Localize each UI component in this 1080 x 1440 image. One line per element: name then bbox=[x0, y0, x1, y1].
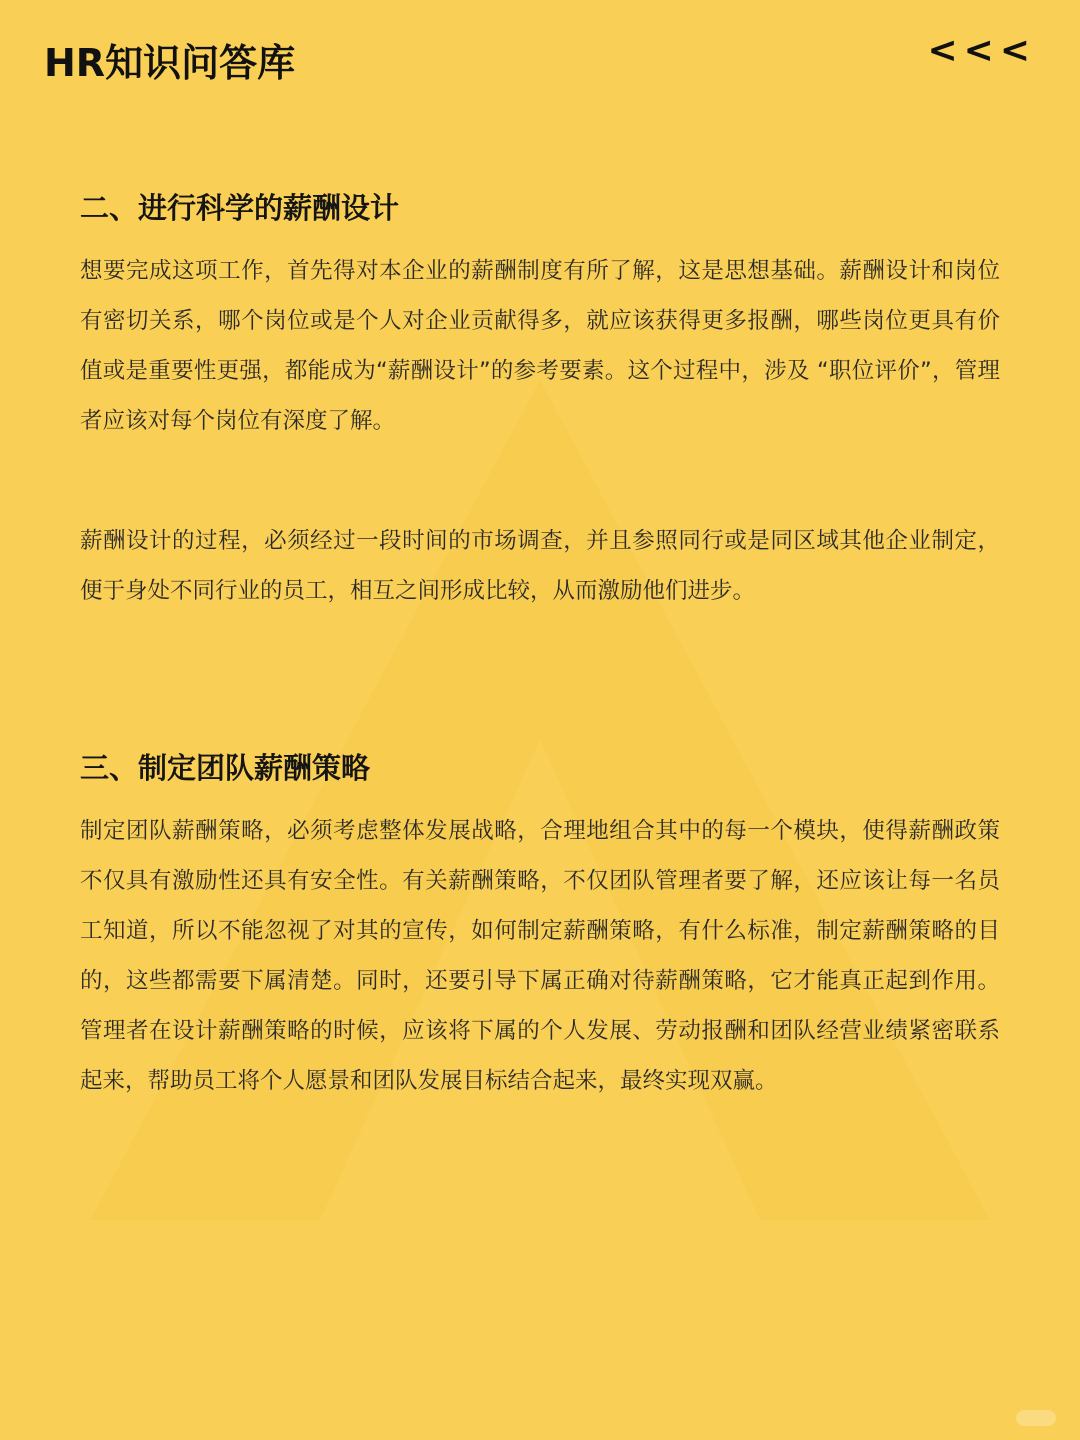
chevron-left-icon[interactable]: <<< bbox=[927, 30, 1036, 71]
paragraph: 制定团队薪酬策略，必须考虑整体发展战略，合理地组合其中的每一个模块，使得薪酬政策不仅具有激励性还具有安全性。有关薪酬策略，不仅团队管理者要了解，还应该让每一名员工知道，所以不能忽视了对其的宣传，如何制定薪酬策略，有什么标准，制定薪酬策略的目的，这些都需要下属清楚。同时，还要引导下属正确对待薪酬策略，它才能真正起到作用。管理者在设计薪酬策略的时候，应该将下属的个人发展、劳动报酬和团队经营业绩紧密联系起来，帮助员工将个人愿景和团队发展目标结合起来，最终实现双赢。 bbox=[80, 818, 1000, 1094]
corner-watermark bbox=[1016, 1410, 1056, 1426]
paragraph: 薪酬设计的过程，必须经过一段时间的市场调查，并且参照同行或是同区域其他企业制定，便于身处不同行业的员工，相互之间形成比较，从而激励他们进步。 bbox=[80, 528, 1000, 604]
brand-title: HR知识问答库 bbox=[44, 41, 296, 85]
header bbox=[44, 30, 1036, 86]
section-title-2: 二、进行科学的薪酬设计 bbox=[80, 191, 400, 225]
paragraph: 想要完成这项工作，首先得对本企业的薪酬制度有所了解，这是思想基础。薪酬设计和岗位有密切关系，哪个岗位或是个人对企业贡献得多，就应该获得更多报酬，哪些岗位更具有价值或是重要性更强，都能成为“薪酬设计”的参考要素。这个过程中，涉及 “职位评价”，管理者应该对每个岗位有深度了解。 bbox=[80, 258, 1000, 434]
section-title-3: 三、制定团队薪酬策略 bbox=[80, 751, 371, 785]
